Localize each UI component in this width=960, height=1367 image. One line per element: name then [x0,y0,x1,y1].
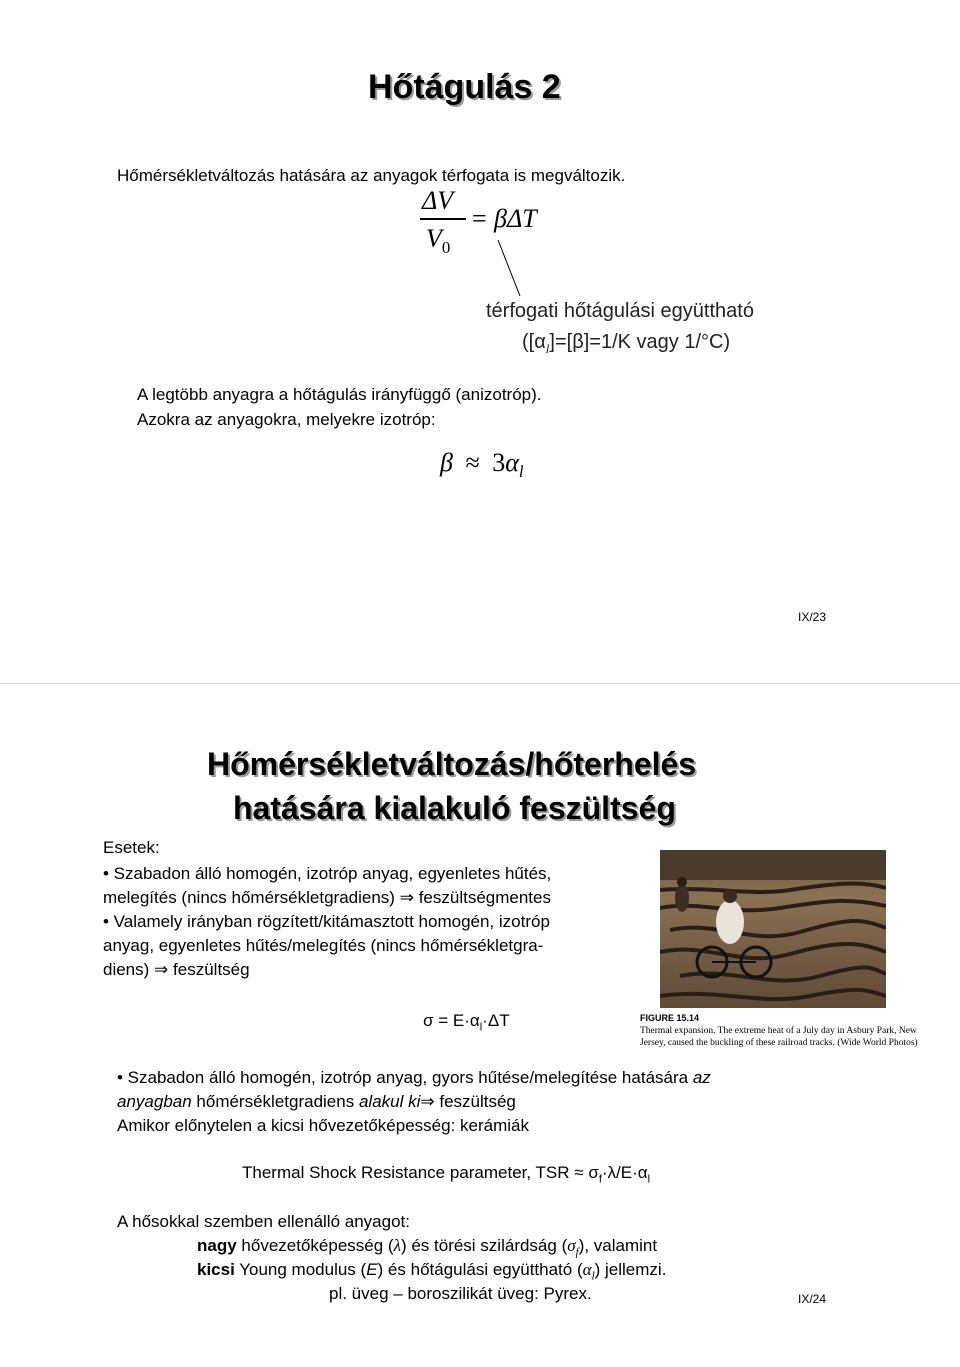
pointer-line [490,236,530,300]
cases-label: Esetek: [103,838,160,857]
formula-rhs: βΔT [494,204,537,233]
page-number-2: IX/24 [798,1292,827,1306]
anisotropy-text: A legtöbb anyagra a hőtágulás irányfüggő (anizotróp). [137,385,542,404]
bullet1-line1: • Szabadon álló homogén, izotróp anyag, egyenletes hűtés, [103,864,552,883]
formula-equals: = [472,204,487,233]
ceramics-text: Amikor előnytelen a kicsi hővezetőképesség: kerámiák [117,1116,529,1135]
bullet2-line2: anyag, egyenletes hűtés/melegítés (nincs hőmérsékletgra- [103,936,544,955]
bullet1-line2: melegítés (nincs hőmérsékletgradiens) ⇒ feszültségmentes [103,888,551,907]
slide2-title-line2: hatására kialakuló feszültség [233,790,676,826]
formula-numerator: ΔV [422,186,454,215]
isotropic-text: Azokra az anyagokra, melyekre izotróp: [137,410,436,429]
bullet2-line1: • Valamely irányban rögzített/kitámasztott homogén, izotróp [103,912,550,931]
stress-formula: $\sigma = E\cdot\alpha_l\cdot\Delta T$ [423,1011,510,1034]
buckled-tracks-drawing [660,850,886,1008]
coefficient-units: ($[\alpha_l]=[\beta]=1/K$ vagy 1/°C) [522,331,731,356]
implies-icon: ⇒ [399,888,414,907]
intro-text: Hőmérsékletváltozás hatására az anyagok térfogata is megváltozik. [117,166,626,185]
coefficient-label: térfogati hőtágulási együttható [486,300,754,322]
railroad-tracks-photo [660,850,886,1008]
pyrex-example: pl. üveg – boroszilikát üveg: Pyrex. [329,1284,592,1303]
page-number: IX/23 [798,610,827,624]
fraction-bar [420,218,466,220]
figure-caption: FIGURE 15.14 Thermal expansion. The extreme heat of a July day in Asbury Park, New Jersey, caused the buckling of these railroad tracks. (Wide World Photos) [640,1013,918,1048]
implies-icon: ⇒ [420,1092,435,1111]
slide-title: Hőtágulás 2 [368,68,561,106]
tsr-formula: Thermal Shock Resistance parameter, TSR ≈ $\sigma_f\cdot\lambda/E\cdot\alpha_l$ [242,1163,651,1186]
bullet3-line2: anyagban hőmérsékletgradiens alakul ki⇒ feszültség [117,1092,516,1111]
resistant-intro: A hősokkal szemben ellenálló anyagot: [117,1212,410,1231]
formula-denominator: $V_0$ [426,224,451,258]
line-kicsi: kicsi Young modulus (E) és hőtágulási együttható $(\alpha_l)$ jellemzi. [197,1260,667,1283]
implies-icon: ⇒ [154,960,169,979]
bullet3-line1: • Szabadon álló homogén, izotróp anyag, gyors hűtése/melegítése hatására az [117,1068,711,1087]
bullet2-line3: diens) ⇒ feszültség [103,960,250,979]
beta-approx-formula: $\beta \approx 3\alpha_l$ [440,448,524,482]
line-nagy: nagy hővezetőképesség (λ) és törési szilárdság $(\sigma_f)$, valamint [197,1236,658,1259]
slide2-title-line1: Hőmérsékletváltozás/hőterhelés [207,746,697,782]
